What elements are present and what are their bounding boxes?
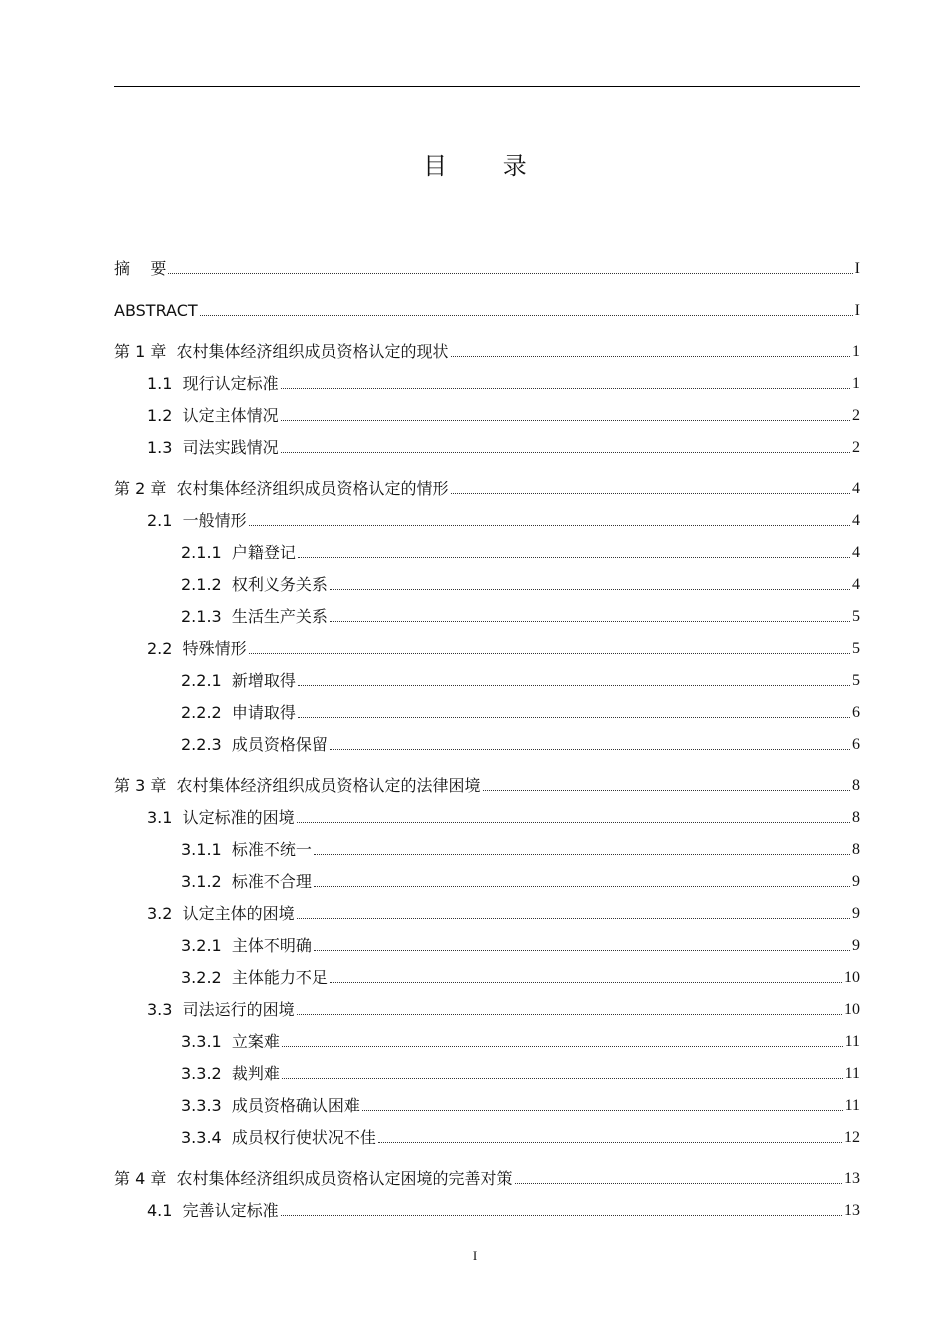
toc-dot-leader: [378, 1142, 842, 1143]
toc-entry-page: 9: [852, 873, 860, 890]
toc-dot-leader: [314, 854, 850, 855]
toc-entry-page: 13: [844, 1170, 860, 1187]
toc-entry-label: ABSTRACT: [114, 301, 198, 320]
toc-dot-leader: [281, 388, 850, 389]
toc-entry[interactable]: [114, 478, 860, 500]
toc-entry[interactable]: [181, 542, 860, 564]
toc-entry-label: 3.3.4 成员权行使状况不佳: [181, 1128, 376, 1147]
toc-entry-page: 4: [852, 544, 860, 561]
toc-entry-page: 8: [852, 841, 860, 858]
toc-entry-page: 13: [844, 1202, 860, 1219]
toc-dot-leader: [298, 717, 850, 718]
toc-dot-leader: [200, 315, 853, 316]
toc-entry[interactable]: [147, 903, 860, 925]
toc-entry-page: I: [854, 260, 860, 277]
toc-entry-page: 5: [852, 608, 860, 625]
toc-entry[interactable]: [114, 300, 860, 322]
toc-entry-label: 4.1 完善认定标准: [147, 1201, 279, 1220]
toc-entry-label: 3.3 司法运行的困境: [147, 1000, 295, 1019]
toc-entry-page: 5: [852, 672, 860, 689]
toc-entry-page: 9: [852, 937, 860, 954]
toc-entry-page: 10: [844, 1001, 860, 1018]
toc-entry-label: 3.2.1 主体不明确: [181, 936, 312, 955]
toc-entry-label: 1.2 认定主体情况: [147, 406, 279, 425]
toc-dot-leader: [168, 273, 852, 274]
toc-dot-leader: [483, 790, 850, 791]
toc-entry-label: 3.1.2 标准不合理: [181, 872, 312, 891]
toc-dot-leader: [451, 493, 850, 494]
toc-entry[interactable]: [147, 1200, 860, 1222]
toc-entry-label: 2.1.3 生活生产关系: [181, 607, 328, 626]
toc-entry-page: 10: [844, 969, 860, 986]
toc-entry[interactable]: [114, 775, 860, 797]
toc-dot-leader: [297, 1014, 842, 1015]
toc-entry[interactable]: [181, 702, 860, 724]
toc-entry-label: 2.2.2 申请取得: [181, 703, 296, 722]
toc-entry[interactable]: [147, 638, 860, 660]
toc-entry-label: 摘 要: [114, 259, 167, 278]
toc-dot-leader: [297, 918, 850, 919]
toc-dot-leader: [281, 1215, 842, 1216]
toc-dot-leader: [249, 525, 850, 526]
toc-entry[interactable]: [181, 734, 860, 756]
toc-entry[interactable]: [147, 405, 860, 427]
toc-entry-page: 9: [852, 905, 860, 922]
toc-entry-page: 12: [844, 1129, 860, 1146]
toc-dot-leader: [330, 621, 850, 622]
toc-dot-leader: [249, 653, 850, 654]
toc-entry-page: 11: [844, 1097, 860, 1114]
toc-entry[interactable]: [114, 1168, 860, 1190]
toc-entry-label: 1.3 司法实践情况: [147, 438, 279, 457]
toc-entry-page: I: [854, 302, 860, 319]
toc-entry[interactable]: [147, 807, 860, 829]
toc-entry[interactable]: [181, 1031, 860, 1053]
toc-dot-leader: [314, 950, 850, 951]
footer-page-number: I: [472, 1248, 478, 1263]
toc-entry-page: 1: [852, 375, 860, 392]
toc-entry[interactable]: [181, 871, 860, 893]
toc-entry[interactable]: [181, 967, 860, 989]
toc-entry[interactable]: [181, 1127, 860, 1149]
toc-entry[interactable]: [181, 1095, 860, 1117]
header-rule: [114, 86, 860, 87]
toc-dot-leader: [330, 982, 842, 983]
toc-entry-label: 2.2 特殊情形: [147, 639, 247, 658]
toc-entry[interactable]: [181, 1063, 860, 1085]
toc-entry-label: 第 3 章 农村集体经济组织成员资格认定的法律困境: [114, 776, 481, 795]
toc-entry-page: 11: [844, 1033, 860, 1050]
toc-dot-leader: [281, 420, 850, 421]
toc-entry[interactable]: [147, 373, 860, 395]
toc-entry[interactable]: [147, 999, 860, 1021]
toc-entry-label: 3.3.3 成员资格确认困难: [181, 1096, 360, 1115]
toc-entry-page: 2: [852, 407, 860, 424]
toc-entry-page: 8: [852, 809, 860, 826]
toc-dot-leader: [362, 1110, 843, 1111]
page-title: 目 录: [423, 152, 551, 180]
toc-entry-page: 6: [852, 736, 860, 753]
toc-entry-page: 5: [852, 640, 860, 657]
toc-entry[interactable]: [114, 341, 860, 363]
toc-entry-page: 4: [852, 576, 860, 593]
toc-entry-label: 3.3.1 立案难: [181, 1032, 280, 1051]
toc-dot-leader: [314, 886, 850, 887]
toc-entry-label: 2.1 一般情形: [147, 511, 247, 530]
toc-entry-label: 3.1 认定标准的困境: [147, 808, 295, 827]
toc-entry[interactable]: [114, 258, 860, 280]
toc-entry[interactable]: [181, 574, 860, 596]
toc-dot-leader: [515, 1183, 842, 1184]
toc-dot-leader: [451, 356, 850, 357]
toc-entry-label: 3.2 认定主体的困境: [147, 904, 295, 923]
toc-entry-page: 6: [852, 704, 860, 721]
toc-entry-label: 2.2.3 成员资格保留: [181, 735, 328, 754]
toc-entry-label: 2.1.2 权利义务关系: [181, 575, 328, 594]
toc-entry-label: 3.3.2 裁判难: [181, 1064, 280, 1083]
toc-entry-label: 2.2.1 新增取得: [181, 671, 296, 690]
toc-entry[interactable]: [147, 510, 860, 532]
toc-dot-leader: [298, 557, 850, 558]
toc-entry-label: 第 1 章 农村集体经济组织成员资格认定的现状: [114, 342, 449, 361]
toc-entry-page: 4: [852, 512, 860, 529]
toc-entry-label: 3.2.2 主体能力不足: [181, 968, 328, 987]
toc-entry-page: 4: [852, 480, 860, 497]
toc-dot-leader: [282, 1078, 843, 1079]
toc-dot-leader: [297, 822, 850, 823]
toc-entry-label: 1.1 现行认定标准: [147, 374, 279, 393]
toc-entry[interactable]: [181, 935, 860, 957]
toc-dot-leader: [330, 749, 850, 750]
toc-dot-leader: [298, 685, 850, 686]
toc-entry[interactable]: [181, 839, 860, 861]
toc-entry-label: 3.1.1 标准不统一: [181, 840, 312, 859]
toc-entry-page: 2: [852, 439, 860, 456]
toc-entry-label: 第 4 章 农村集体经济组织成员资格认定困境的完善对策: [114, 1169, 513, 1188]
toc-dot-leader: [282, 1046, 843, 1047]
toc-entry[interactable]: [147, 437, 860, 459]
toc-entry-page: 8: [852, 777, 860, 794]
toc-dot-leader: [281, 452, 850, 453]
toc-entry-page: 1: [852, 343, 860, 360]
toc-dot-leader: [330, 589, 850, 590]
toc-entry[interactable]: [181, 670, 860, 692]
toc-entry[interactable]: [181, 606, 860, 628]
toc-entry-label: 第 2 章 农村集体经济组织成员资格认定的情形: [114, 479, 449, 498]
toc-entry-page: 11: [844, 1065, 860, 1082]
toc-entry-label: 2.1.1 户籍登记: [181, 543, 296, 562]
